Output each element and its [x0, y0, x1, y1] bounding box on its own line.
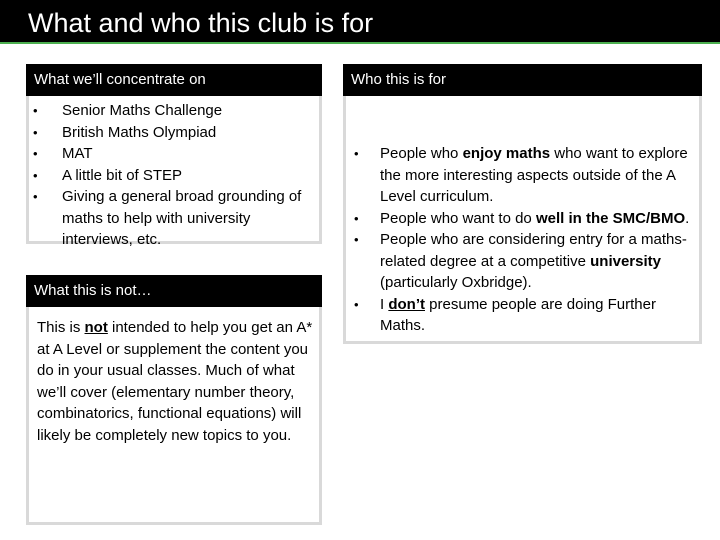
audience-panel-heading: Who this is for [343, 64, 702, 96]
emphasis-text: enjoy maths [462, 145, 551, 162]
list-item [29, 186, 315, 251]
list-item [29, 100, 315, 122]
emphasis-text: don’t [388, 295, 425, 313]
slide-title: What and who this club is for [28, 8, 374, 38]
audience-panel-body [343, 96, 702, 344]
not-panel-text [29, 307, 319, 447]
text-run: who want to explore the more interesting aspects outside of the A Level curriculum. [380, 145, 688, 205]
not-panel-body [26, 307, 322, 525]
list-item [346, 229, 693, 294]
list-item [346, 143, 693, 208]
text-run: (particularly Oxbridge). [380, 274, 532, 291]
list-item-text: Giving a general broad grounding of maths to help with university interviews, etc. [62, 188, 302, 248]
list-item [346, 294, 693, 337]
list-item [29, 165, 315, 187]
emphasis-not: not [84, 319, 108, 336]
list-item-text: Senior Maths Challenge [62, 102, 223, 119]
bullet-icon: • [33, 124, 38, 140]
bullet-icon: • [354, 146, 359, 161]
focus-panel [26, 64, 322, 248]
bullet-icon: • [33, 103, 38, 118]
audience-panel [343, 64, 702, 344]
focus-panel-heading: What we’ll concentrate on [26, 64, 322, 96]
bullet-icon: • [33, 189, 38, 204]
list-item [29, 143, 315, 165]
not-panel [26, 275, 322, 525]
text-run: intended to help you get an A* at A Level or supplement the content you do in your usual classes. Much of what we’ll cover (elementary number theory, combinatorics, functional equations) will likely be completely new topics to you. [37, 319, 313, 444]
text-run: I [380, 295, 389, 313]
text-run: presume people are doing Further Maths. [380, 295, 656, 334]
bullet-icon: • [33, 146, 38, 161]
title-bar [0, 0, 720, 44]
bullet-icon: • [33, 167, 38, 183]
audience-list [346, 96, 699, 337]
not-panel-heading: What this is not… [26, 275, 322, 307]
emphasis-text: university [590, 252, 661, 270]
text-run: People who are considering entry for a maths-related degree at a competitive [380, 231, 687, 270]
bullet-icon: • [354, 210, 359, 226]
text-run: People who want to do [380, 209, 536, 227]
text-run: This is [37, 319, 85, 336]
list-item [346, 208, 693, 230]
list-item-text: A little bit of STEP [62, 166, 183, 184]
emphasis-text: well in the SMC/BMO [535, 209, 686, 227]
text-run: . [685, 209, 690, 227]
focus-panel-body [26, 96, 322, 248]
bullet-icon: • [354, 296, 359, 312]
focus-list [29, 96, 319, 251]
list-item [29, 122, 315, 144]
list-item-text: British Maths Olympiad [62, 123, 217, 141]
list-item-text: MAT [62, 145, 93, 162]
bullet-icon: • [354, 232, 359, 247]
text-run: People who [380, 145, 463, 162]
